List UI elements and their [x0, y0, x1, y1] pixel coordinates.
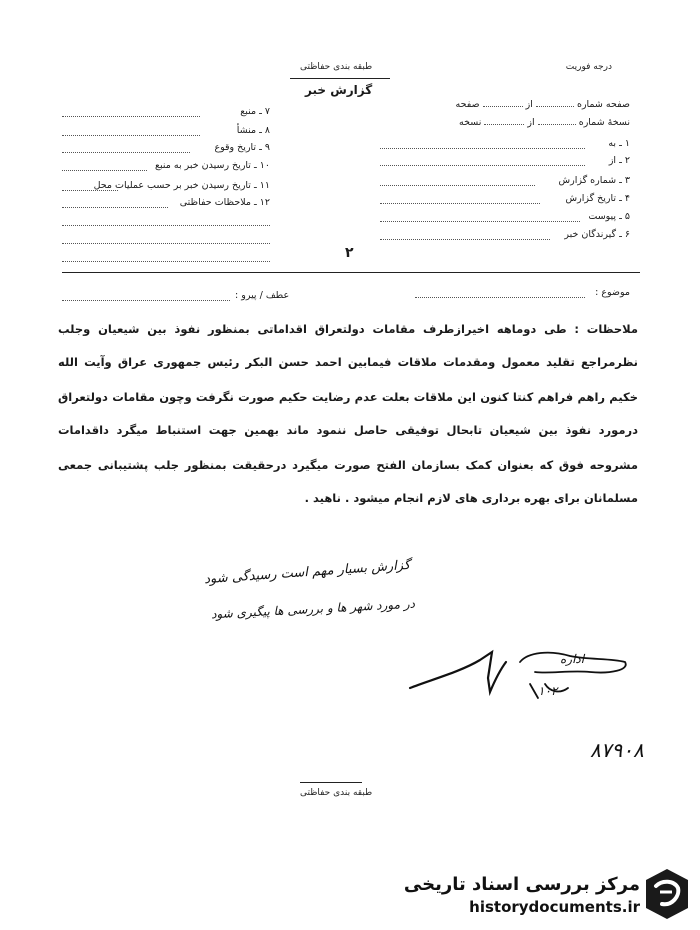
field-label: ۳ ـ شماره گزارش — [558, 175, 630, 186]
body-line-4: درمورد نفوذ بین شیعیان تابحال توفیقی حاصل ننمود ماند بهمین جهت استنباط میگرد داقدامات — [58, 423, 638, 437]
reference-text: عطف / پیرو — [241, 290, 290, 301]
left-blank-dots-3 — [62, 251, 270, 262]
field-label: ۴ ـ تاریخ گزارش — [565, 193, 630, 204]
body-line-1: ملاحظات : طی دوماهه اخیرازطرف مقامات دولتعراق اقداماتی بمنظور نفوذ بین شیعیان وجلب — [58, 322, 638, 336]
field-report-number — [559, 175, 630, 186]
field-label: ۱۰ ـ تاریخ رسیدن خبر به منبع — [155, 160, 270, 171]
report-title: گزارش خبر — [305, 83, 373, 97]
archive-logo-icon — [642, 866, 692, 922]
field-to — [608, 138, 630, 149]
bottom-divider — [300, 782, 362, 783]
field-end: نسخه — [459, 117, 482, 128]
left-blank-dots-2 — [62, 233, 270, 244]
field-origin — [200, 125, 270, 136]
field-label: ۷ ـ منبع — [240, 106, 270, 117]
field-from — [609, 155, 630, 166]
field-report-date-dots — [380, 193, 540, 204]
left-blank-dots-1 — [62, 215, 270, 226]
field-end: صفحه — [455, 99, 480, 110]
footer-website: historydocuments.ir — [469, 898, 640, 916]
signature-note: اداره — [560, 652, 585, 666]
field-label: ۱۱ ـ تاریخ رسیدن خبر بر حسب عملیات محل — [93, 180, 270, 191]
field-security-notes — [170, 197, 270, 208]
priority-label: درجه فوریت — [565, 62, 612, 72]
field-report-number-dots — [380, 175, 535, 186]
archive-number: ۸۷۹۰۸ — [590, 738, 644, 762]
body-line-2: نظرمراجع تقلید معمول ومقدمات ملاقات فیمابین احمد حسن البکر رئیس جمهوری عراق وآیت الله — [58, 355, 638, 369]
field-recipients — [564, 229, 630, 240]
subject-text: موضوع — [601, 287, 630, 298]
field-event-date — [190, 142, 270, 153]
field-mid: از — [527, 117, 535, 128]
field-security-notes-dots — [62, 197, 168, 208]
reference-label: عطف / پیرو : — [235, 290, 290, 301]
field-source — [200, 106, 270, 117]
field-label: ۹ ـ تاریخ وقوع — [214, 142, 270, 153]
field-page-number — [400, 99, 630, 110]
field-report-date — [566, 193, 630, 204]
field-news-to-source-dots — [62, 160, 147, 171]
field-mid: از — [525, 99, 533, 110]
field-attachment — [588, 211, 630, 222]
field-label: ۱۲ ـ ملاحظات حفاظتی — [179, 197, 270, 208]
handwritten-note-1: گزارش بسیار مهم است رسیدگی شود — [203, 557, 411, 588]
field-label: ۸ ـ منشأ — [236, 125, 270, 136]
field-from-dots — [380, 155, 585, 166]
field-copy-number — [400, 117, 630, 128]
classification-bottom: طبقه بندی حفاظتی — [300, 788, 373, 798]
header-divider — [62, 272, 640, 273]
field-label: نسخهٔ شماره — [578, 117, 630, 128]
field-news-by-operation-date — [93, 180, 270, 191]
field-news-by-operation-dots — [62, 180, 118, 191]
subject-dots — [415, 287, 585, 298]
field-label: ۶ ـ گیرندگان خبر — [564, 229, 630, 240]
handwritten-note-2: در مورد شهر ها و بررسی ها پیگیری شود — [210, 596, 416, 622]
field-to-dots — [380, 138, 585, 149]
body-line-6: مسلمانان برای بهره برداری های لازم انجام میشود . ناهید . — [304, 491, 638, 505]
page-number: ۲ — [345, 245, 354, 261]
field-label: ۱ ـ به — [608, 138, 630, 149]
field-label: ۵ ـ پیوست — [588, 211, 630, 222]
footer-center-name: مرکز بررسی اسناد تاریخی — [403, 874, 640, 895]
subject-label: موضوع : — [595, 287, 630, 298]
body-line-5: مشروحه فوق که بعنوان کمک بسازمان الفتح صورت میگیرد درحقیقت بمنظور جلب پشتیبانی جمعی — [58, 458, 638, 472]
field-label: صفحه شماره — [576, 99, 630, 110]
signature-subnote: ۱۰۲ — [538, 684, 558, 698]
field-news-to-source-date — [150, 160, 270, 171]
field-recipients-dots — [380, 229, 550, 240]
signature — [400, 640, 640, 710]
field-event-date-dots — [62, 142, 190, 153]
field-label: ۲ ـ از — [608, 155, 630, 166]
field-source-dots — [62, 106, 200, 117]
field-attachment-dots — [380, 211, 580, 222]
field-origin-dots — [62, 125, 200, 136]
reference-dots — [62, 290, 230, 301]
top-divider — [290, 78, 390, 79]
body-line-3: خکیم راهم فراهم کنتا کنون این ملاقات بعلت عدم رضایت حکیم صورت نگرفت وچون مقامات دولتعراق — [58, 390, 638, 404]
classification-top: طبقه بندی حفاظتی — [300, 62, 373, 72]
